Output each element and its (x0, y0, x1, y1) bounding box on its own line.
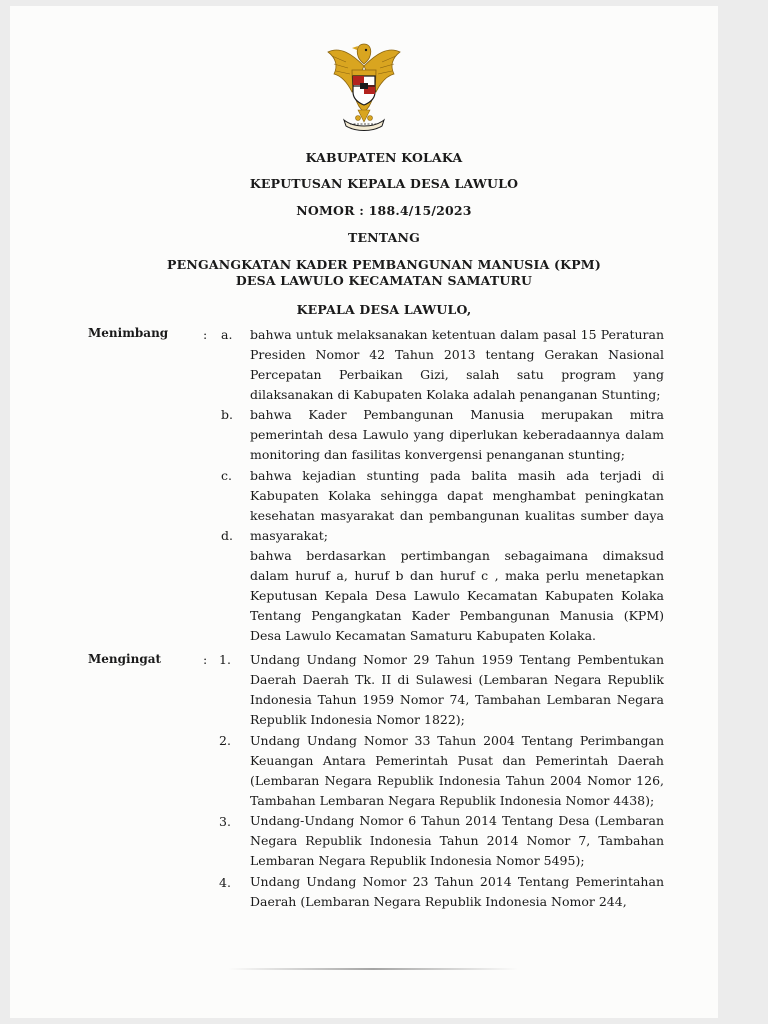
mengingat-marker-1: 1. (219, 652, 231, 667)
about-heading: TENTANG (347, 230, 421, 245)
menimbang-label: Menimbang (88, 326, 169, 340)
garuda-pancasila-emblem-icon (322, 36, 406, 136)
authority-heading: KEPALA DESA LAWULO, (296, 302, 472, 317)
regency-title: KABUPATEN KOLAKA (305, 150, 463, 165)
menimbang-item-a: bahwa untuk melaksanakan ketentuan dalam pasal 15 Peraturan Presiden Nomor 42 Tahun 2013 tentang Gerakan Nasional Percepatan Perbaikan Gizi, salah satu program yang dilaksanakan di Kabupaten Kolaka adalah penanganan Stunting; (250, 327, 664, 403)
mengingat-marker-3: 3. (219, 814, 231, 829)
decree-title: KEPUTUSAN KEPALA DESA LAWULO (249, 176, 519, 191)
menimbang-marker-d: d. (221, 528, 233, 543)
mengingat-item-4: Undang Undang Nomor 23 Tahun 2014 Tentang Pemerintahan Daerah (Lembaran Negara Republik Indonesia Nomor 244, (250, 874, 664, 910)
mengingat-item-1: Undang Undang Nomor 29 Tahun 1959 Tentang Pembentukan Daerah Daerah Tk. II di Sulawesi (Lembaran Negara Republik Indonesia Tahun 1959 Nomor 74, Tambahan Lembaran Negara Republik Indonesia Nomor 1822); (250, 652, 664, 728)
mengingat-item-2: Undang Undang Nomor 33 Tahun 2004 Tentang Perimbangan Keuangan Antara Pemerintah Pusat dan Pemerintah Daerah (Lembaran Negara Republik Indonesia Tahun 2004 Nomor 126, Tambahan Lembaran Negara Republik Indonesia Nomor 4438); (250, 733, 664, 809)
mengingat-colon: : (203, 652, 208, 667)
mengingat-marker-2: 2. (219, 733, 231, 748)
menimbang-colon: : (203, 327, 208, 342)
menimbang-item-c: bahwa kejadian stunting pada balita masih ada terjadi di Kabupaten Kolaka sehingga dapat menghambat peningkatan kesehatan masyarakat dan pembangunan kualitas sumber daya masyarakat; (250, 468, 664, 544)
mengingat-label: Mengingat (88, 652, 162, 666)
mengingat-marker-4: 4. (219, 875, 231, 890)
page-bottom-shadow (228, 968, 518, 970)
subject-line-1: PENGANGKATAN KADER PEMBANGUNAN MANUSIA (KPM) (167, 257, 601, 272)
menimbang-item-b: bahwa Kader Pembangunan Manusia merupakan mitra pemerintah desa Lawulo yang diperlukan keberadaannya dalam monitoring dan fasilitas konvergensi penanganan stunting; (250, 407, 664, 463)
decree-number: NOMOR : 188.4/15/2023 (296, 203, 472, 218)
mengingat-item-3: Undang-Undang Nomor 6 Tahun 2014 Tentang Desa (Lembaran Negara Republik Indonesia Tahun 2014 Nomor 7, Tambahan Lembaran Negara Republik Indonesia Nomor 5495); (250, 813, 664, 869)
menimbang-item-d: bahwa berdasarkan pertimbangan sebagaimana dimaksud dalam huruf a, huruf b dan huruf c , maka perlu menetapkan Keputusan Kepala Desa Lawulo Kecamatan Kabupaten Kolaka Tentang Pengangkatan Kader Pembangunan Manusia (KPM) Desa Lawulo Kecamatan Samaturu Kabupaten Kolaka. (250, 548, 664, 644)
menimbang-marker-a: a. (221, 327, 233, 342)
menimbang-marker-c: c. (221, 468, 232, 483)
subject-line-2: DESA LAWULO KECAMATAN SAMATURU (235, 273, 533, 288)
menimbang-marker-b: b. (221, 407, 233, 422)
